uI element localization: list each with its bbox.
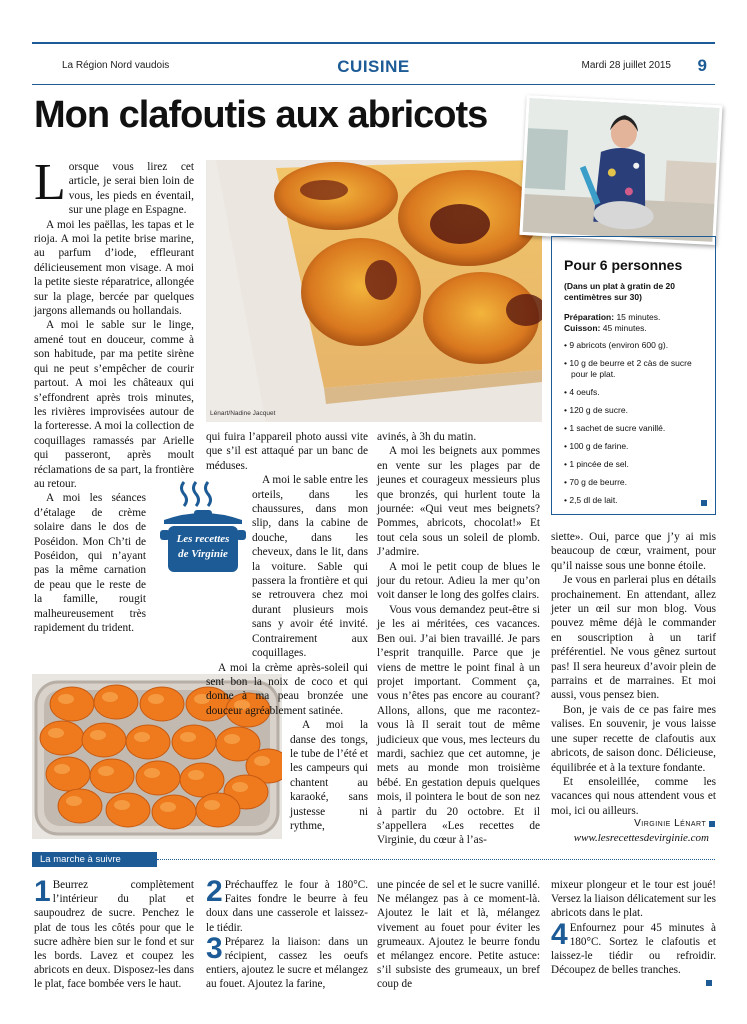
paragraph: A moi les séances d’étalage de crème solaire dans le dos de Poséidon. Mon Ch’ti de Poséidon, qui n’ayant pas la même carnation de peau que le reste de la famille, rougit malheureusement très rapidement du trident.: [34, 492, 146, 634]
photo-credit: Lénart/Nadine Jacquet: [210, 410, 276, 417]
dish-size: (Dans un plat à gratin de 20 centimètres sur 30): [564, 281, 675, 302]
article-title: Mon clafoutis aux abricots: [34, 94, 488, 136]
issue-date: Mardi 28 juillet 2015: [581, 60, 671, 71]
article-column-2: [206, 430, 368, 833]
ingredient-item: • 1 pincée de sel.: [564, 459, 629, 469]
paragraph: A moi la crème après-soleil qui sent bon la noix de coco et qui donne à ma peau bronzée une douceur agréablement satinée.: [206, 661, 368, 717]
ingredient-item: • 4 oeufs.: [564, 387, 600, 397]
paragraph: Je vous en parlerai plus en détails prochainement. En attendant, allez jeter un œil sur mon blog. Vous pouvez même déjà le commander en souscription à un tarif préférentiel. Ne vous gênez surtout pas! Il sera heureux d’avoir plein de parrains et de marraines. Et moi aussi, vous pensez bien.: [551, 574, 716, 702]
clafoutis-photo: [206, 160, 542, 422]
servings-title: Pour 6 personnes: [564, 257, 683, 273]
step-text: Préchauffez le four à 180°C. Faites fondre le beurre à feu doux dans une casserole et laissez-le tiédir.: [206, 879, 368, 934]
paragraph: qui fuira l’appareil photo aussi vite que s’il est attaqué par un banc de méduses.: [206, 431, 368, 472]
step-text: Enfournez pour 45 minutes à 180°C. Sortez le clafoutis et laissez-le tiédir ou refroidir. Découpez de belles tranches.: [551, 921, 716, 977]
page-number: 9: [697, 56, 707, 75]
step-text: une pincée de sel et le sucre vanillé. Ne mélangez pas à ce moment-là. Ajoutez le lait et là, mélangez vivement au fouet pour éviter les grumeaux. Ajoutez le beurre fondu et mélangez encore. Petite astuce: s’il subsiste des grumeaux, un bref coup de: [377, 879, 540, 991]
apricot-highlight: [188, 770, 204, 780]
apricot-highlight: [148, 694, 164, 704]
signature-text: Virginie Lénart: [634, 818, 707, 829]
apricot-highlight: [54, 764, 70, 774]
apricot-half: [46, 757, 90, 791]
ingredient-list: [564, 340, 705, 506]
paragraph: orsque vous lirez cet article, je serai bien loin de vous, les pieds en éventail, sur une plage en Espagne.: [68, 161, 194, 217]
paragraph: siette». Oui, parce que j’y ai mis beaucoup de cœur, vraiment, pour qu’il naisse sous une bonne étoile.: [551, 531, 716, 572]
steps-divider: [157, 859, 715, 860]
top-rule: [32, 42, 715, 44]
author-signature: [634, 818, 715, 829]
apricot-highlight: [58, 694, 74, 704]
apricot-highlight: [90, 730, 106, 740]
steps-header: La marche à suivre: [32, 852, 157, 867]
cook-label: Cuisson:: [564, 323, 601, 333]
step-number: 3: [206, 931, 223, 965]
apricot-half: [50, 687, 94, 721]
apricot-highlight: [102, 692, 118, 702]
ingredient-item: • 10 g de beurre et 2 càs de sucre pour le plat.: [564, 358, 692, 379]
paragraph: A moi le petit coup de blues le jour du retour. Adieu la mer qu’on voit danser le long des golfes clairs.: [377, 560, 540, 602]
apricot-half: [136, 761, 180, 795]
header-rule: [32, 84, 715, 85]
end-square-icon: [701, 500, 707, 506]
step-number: 2: [206, 875, 223, 908]
paragraph: Et ensoleillée, comme les vacances qui nous attendent vous et moi, ici ou ailleurs.: [551, 775, 716, 817]
paragraph: A moi le sable entre les orteils, dans les chaussures, dans mon slip, dans la cabine de douche, dans les cheveux, dans le lit, dans la voiture. Sable qui passera la frontière et qui se retrouvera chez moi durant plusieurs mois sans y avoir été invité. Contrairement aux coquillages.: [252, 474, 368, 660]
apricot-highlight: [160, 802, 176, 812]
prep-value: 15 minutes.: [616, 312, 661, 322]
logo-line-2: de Virginie: [178, 548, 228, 560]
step-number: 4: [551, 917, 568, 951]
apricot-highlight: [134, 732, 150, 742]
paragraph: avinés, à 3h du matin.: [377, 431, 477, 443]
recipe-info-box: [551, 236, 716, 515]
paragraph: A moi la danse des tongs, le tube de l’été et les campeurs qui chantent au karaoké, sans justesse ni rythme,: [290, 719, 368, 832]
ingredient-item: • 2,5 dl de lait.: [564, 495, 618, 505]
apricot-half: [94, 685, 138, 719]
apricot-half: [90, 759, 134, 793]
author-photo: [519, 95, 722, 245]
paragraph: A moi les beignets aux pommes en vente sur les plages par de jeunes et courageux messieurs plus que bronzés, qui hurlent toute la journée: «Qui veut mes beignets? Pommes, abricots, chocolat!» Et tout cela sous un soleil de plomb. J’admire.: [377, 445, 540, 559]
end-square-icon: [709, 821, 715, 827]
newspaper-name: La Région Nord vaudois: [62, 60, 170, 71]
drop-cap: L: [34, 154, 66, 211]
apricot-half: [106, 793, 150, 827]
apricot-highlight: [98, 766, 114, 776]
timing: [564, 312, 705, 334]
ingredient-item: • 1 sachet de sucre vanillé.: [564, 423, 666, 433]
step-text: Préparez la liaison: dans un récipient, cassez les oeufs entiers, ajoutez le sucre et mélangez au fouet. Ajoutez la farine,: [206, 935, 368, 991]
paragraph: A moi le sable sur le linge, amené tout en douceur, comme à son habitude, par ma petite sirène qui ne peut s’empêcher de courir partout. A moi les châteaux qui s’effondrent après trois minutes, les rivières improvisées autour de la forteresse. A moi la collection de coquillages ramassés par Arielle qui passeront, après moult réclamations de sa part, la frontière au retour.: [34, 319, 194, 490]
article-column-1: [34, 154, 194, 750]
end-square-icon: [706, 980, 712, 986]
ingredient-item: • 9 abricots (environ 600 g).: [564, 340, 669, 350]
apricot-half: [126, 725, 170, 759]
apricot-highlight: [144, 768, 160, 778]
step-1: [34, 875, 194, 992]
step-number: 1: [34, 875, 51, 908]
blog-url[interactable]: www.lesrecettesdevirginie.com: [573, 832, 709, 844]
step-text: mixeur plongeur et le tour est joué! Versez la liaison délicatement sur les abricots dans le plat.: [551, 879, 716, 920]
apricot-half: [82, 723, 126, 757]
step-3-continued: [377, 878, 540, 992]
apricot-half: [40, 721, 84, 755]
apricot-half: [152, 795, 196, 829]
ingredient-item: • 70 g de beurre.: [564, 477, 627, 487]
paragraph: A moi les paëllas, les tapas et le rioja. A moi la petite brise marine, au parfum d’iode, effleurant délicieusement mon visage. A moi la petite sieste réparatrice, allongée sur la plage, bercée par quelques jargons allemands ou hollandais.: [34, 218, 194, 318]
section-title: CUISINE: [337, 57, 410, 76]
step-4: [551, 878, 716, 977]
logo-line-1: Les recettes: [176, 533, 230, 545]
apricot-highlight: [114, 800, 130, 810]
apricot-highlight: [180, 732, 196, 742]
step-2-3: [206, 875, 368, 992]
step-text: Beurrez complètement l’intérieur du plat et saupoudrez de sucre. Penchez le plat de tous les côtés pour que le sucre adhère bien sur le fond et sur les bords. Lavez et coupez les abricots en deux. Disposez-les dans le plat, face bombée vers le haut.: [34, 879, 194, 991]
prep-label: Préparation:: [564, 312, 615, 322]
article-column-4: [551, 530, 716, 818]
apricot-half: [140, 687, 184, 721]
apricot-highlight: [48, 728, 64, 738]
ingredient-item: • 100 g de farine.: [564, 441, 629, 451]
paragraph: Vous vous demandez peut-être si je les ai méritées, ces vacances. Ben oui. J’ai bien travaillé. Je pars l’esprit tranquille. Parce que je viens de mettre le point final à un projet important. Comment ça, vous n’êtes pas encore au courant? Allons, allons, que me racontez-vous là Il serait tout de même judicieux que vous, mes lecteurs du mardi, sachiez que cet automne, je mets au monde mon troisième bébé. En gestation depuis quelques mois, il pointera le bout de son nez à partir du 20 octobre. Et il s’appellera «Les recettes de Virginie, du cœur à l’as-: [377, 603, 540, 847]
paragraph: Bon, je vais de ce pas faire mes valises. En souvenir, je vous laisse une super recette de clafoutis aux abricots, de saison donc. Délicieuse, équilibrée et à la texture fondante.: [551, 703, 716, 774]
cook-value: 45 minutes.: [602, 323, 647, 333]
article-column-3: [377, 430, 540, 848]
ingredient-item: • 120 g de sucre.: [564, 405, 628, 415]
apricot-highlight: [66, 796, 82, 806]
apricot-half: [58, 789, 102, 823]
